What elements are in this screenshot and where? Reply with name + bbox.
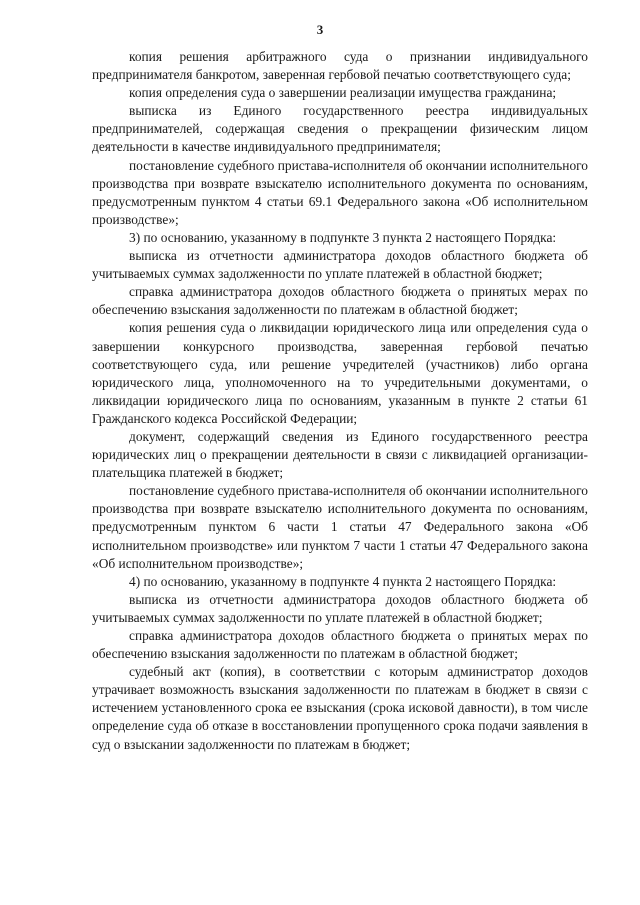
paragraph: постановление судебного пристава-исполнителя об окончании исполнительного производства при возврате взыскателю исполнительного документа по основаниям, предусмотренным пунктом 4 статьи 69.1 Федерального закона «Об исполнительном производстве»;: [92, 157, 588, 227]
paragraph: выписка из отчетности администратора доходов областного бюджета об учитываемых суммах задолженности по уплате платежей в областной бюджет;: [92, 591, 588, 625]
section-heading-4: 4) по основанию, указанному в подпункте 4 пункта 2 настоящего Порядка:: [129, 573, 557, 589]
paragraph: постановление судебного пристава-исполнителя об окончании исполнительного производства при возврате взыскателю исполнительного документа по основаниям, предусмотренным пунктом 6 части 1 статьи 47 Федерального закона «Об исполнительном производстве» или пунктом 7 части 1 статьи 47 Федерального закона «Об исполнительном производстве»;: [92, 483, 588, 571]
paragraph: справка администратора доходов областного бюджета о принятых мерах по обеспечению взыскания задолженности по платежам в областной бюджет;: [92, 628, 588, 662]
paragraph: копия определения суда о завершении реализации имущества гражданина;: [129, 85, 557, 101]
document-body: [92, 48, 588, 754]
paragraph: копия решения суда о ликвидации юридического лица или определения суда о завершении конкурсного производства, заверенная гербовой печатью соответствующего суда, или решение учредителей (участников) либо органа юридического лица, уполномоченного на то учредительными документами, о ликвидации юридического лица по основаниям, указанным в пункте 2 статьи 61 Гражданского кодекса Российской Федерации;: [92, 320, 588, 426]
page-number: 3: [316, 22, 324, 37]
paragraph: выписка из Единого государственного реестра индивидуальных предпринимателей, содержащая сведения о прекращении физическим лицом деятельности в качестве индивидуального предпринимателя;: [92, 103, 588, 155]
section-heading-3: 3) по основанию, указанному в подпункте 3 пункта 2 настоящего Порядка:: [129, 229, 557, 245]
paragraph: копия решения арбитражного суда о признании индивидуального предпринимателя банкротом, заверенная гербовой печатью соответствующего суда;: [92, 49, 588, 83]
paragraph: справка администратора доходов областного бюджета о принятых мерах по обеспечению взыскания задолженности по платежам в областной бюджет;: [92, 284, 588, 318]
paragraph: выписка из отчетности администратора доходов областного бюджета об учитываемых суммах задолженности по уплате платежей в областной бюджет;: [92, 248, 588, 282]
paragraph: судебный акт (копия), в соответствии с которым администратор доходов утрачивает возможность взыскания задолженности по платежам в бюджет в связи с истечением установленного срока ее взыскания (срока исковой давности), в том числе определение суда об отказе в восстановлении пропущенного срока подачи заявления в суд о взыскании задолженности по платежам в бюджет;: [92, 664, 588, 752]
paragraph: документ, содержащий сведения из Единого государственного реестра юридических лиц о прекращении деятельности в связи с ликвидацией организации-плательщика платежей в бюджет;: [92, 428, 588, 481]
